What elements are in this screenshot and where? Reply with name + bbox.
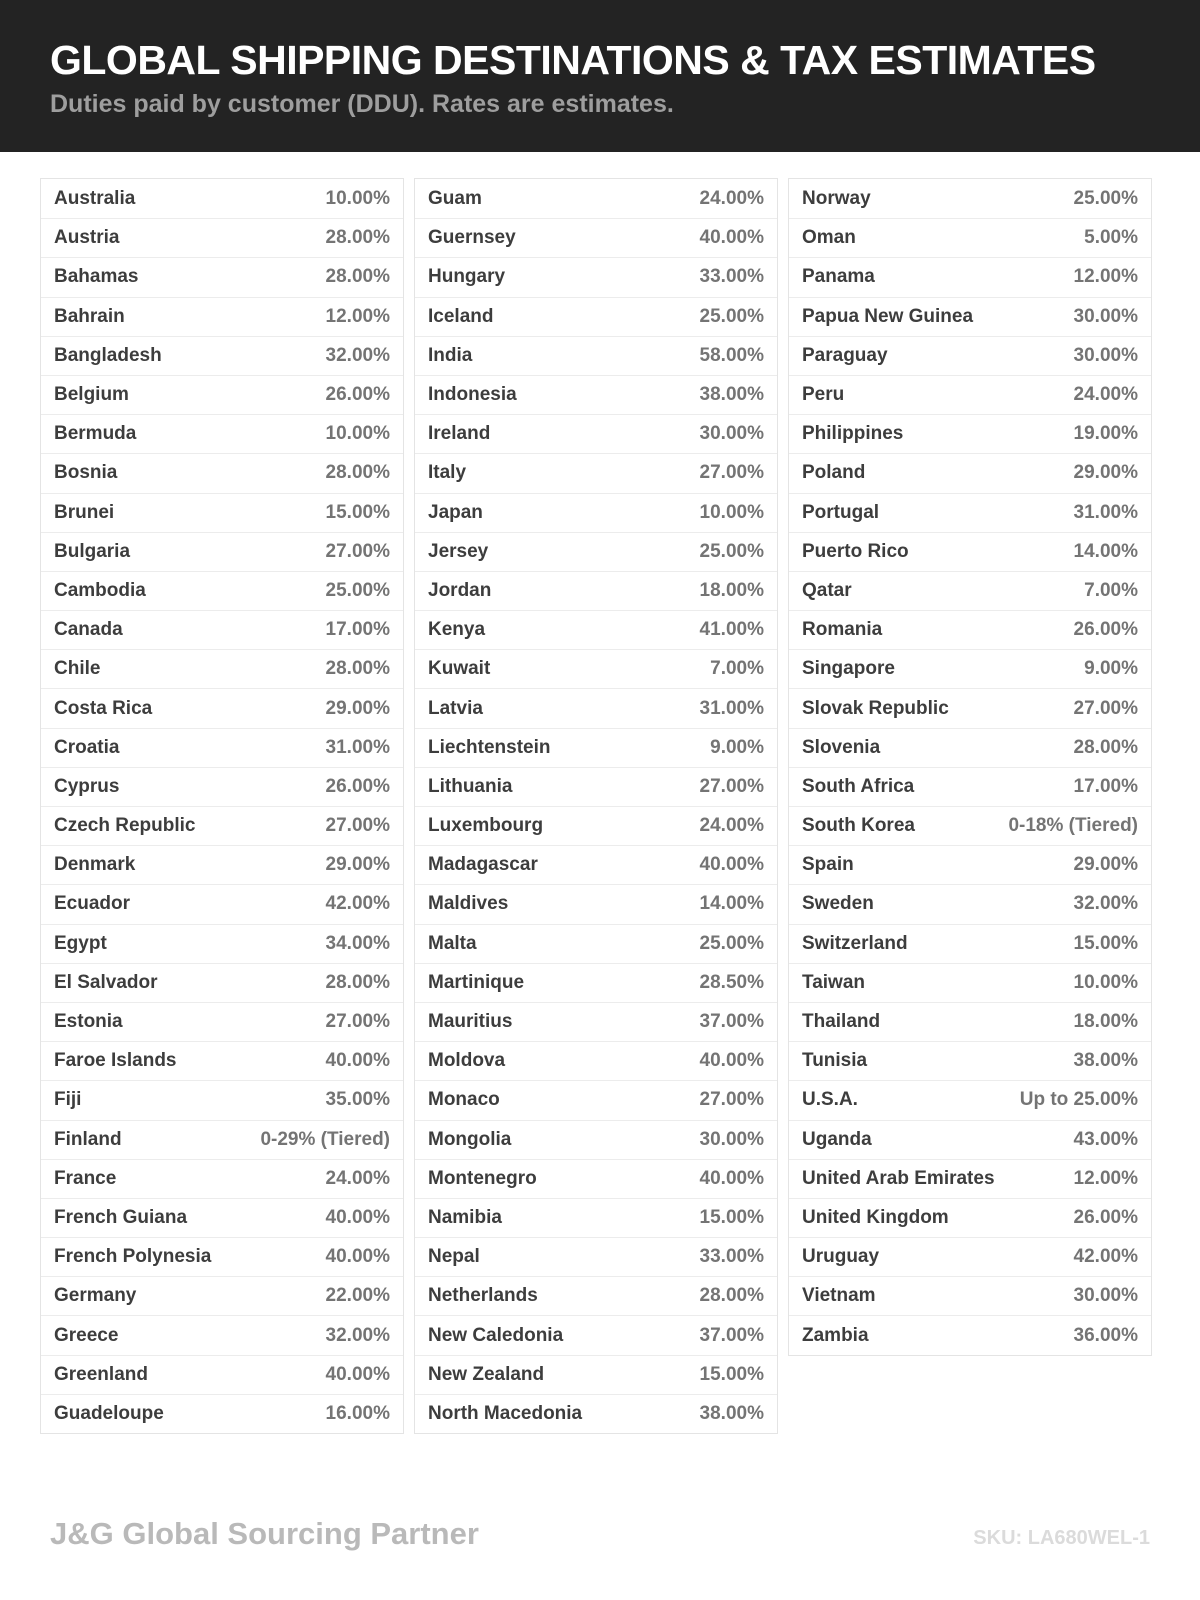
table-row xyxy=(789,649,1151,688)
tax-rate-value: 24.00% xyxy=(699,187,764,209)
table-row xyxy=(41,884,403,923)
country-name: Kuwait xyxy=(428,658,491,680)
table-row xyxy=(41,1159,403,1198)
table-row xyxy=(789,297,1151,336)
country-name: Maldives xyxy=(428,893,509,915)
tax-rate-value: 27.00% xyxy=(699,775,764,797)
table-row xyxy=(41,493,403,532)
country-name: Indonesia xyxy=(428,384,517,406)
table-row xyxy=(415,257,777,296)
tax-rate-value: 19.00% xyxy=(1073,423,1138,445)
country-name: Hungary xyxy=(428,266,506,288)
tax-rate-value: 27.00% xyxy=(1073,697,1138,719)
country-name: Germany xyxy=(54,1285,137,1307)
tax-rate-value: 35.00% xyxy=(325,1089,390,1111)
tax-rate-value: 29.00% xyxy=(325,697,390,719)
table-row xyxy=(41,1198,403,1237)
tax-rate-value: 40.00% xyxy=(699,854,764,876)
tax-rate-value: 31.00% xyxy=(325,736,390,758)
tax-rate-value: 26.00% xyxy=(1073,619,1138,641)
tax-rate-value: 15.00% xyxy=(1073,932,1138,954)
table-row xyxy=(415,1315,777,1354)
country-name: Peru xyxy=(802,384,845,406)
tax-rate-value: 7.00% xyxy=(1084,579,1138,601)
table-row xyxy=(41,336,403,375)
table-row xyxy=(789,610,1151,649)
table-row xyxy=(789,1080,1151,1119)
tax-rate-value: 38.00% xyxy=(699,1402,764,1424)
tax-rate-value: 40.00% xyxy=(325,1206,390,1228)
table-row xyxy=(789,1276,1151,1315)
country-name: Namibia xyxy=(428,1206,502,1228)
tax-rate-value: 30.00% xyxy=(699,423,764,445)
table-row xyxy=(41,257,403,296)
table-row xyxy=(415,610,777,649)
country-name: Ecuador xyxy=(54,893,131,915)
country-name: Paraguay xyxy=(802,344,888,366)
table-row xyxy=(41,532,403,571)
country-name: Taiwan xyxy=(802,971,865,993)
table-row xyxy=(415,336,777,375)
country-name: El Salvador xyxy=(54,971,158,993)
tax-rate-value: 30.00% xyxy=(699,1128,764,1150)
table-row xyxy=(789,1002,1151,1041)
country-name: Uruguay xyxy=(802,1246,880,1268)
country-name: Qatar xyxy=(802,579,852,601)
table-row xyxy=(415,179,777,218)
country-name: Kenya xyxy=(428,619,486,641)
tax-rate-value: 28.00% xyxy=(1073,736,1138,758)
tax-rate-value: 32.00% xyxy=(1073,893,1138,915)
tax-rate-value: 25.00% xyxy=(325,579,390,601)
tax-rate-value: 29.00% xyxy=(1073,462,1138,484)
table-row xyxy=(415,1198,777,1237)
country-name: New Caledonia xyxy=(428,1324,564,1346)
table-row xyxy=(415,375,777,414)
country-name: Costa Rica xyxy=(54,697,153,719)
country-name: Spain xyxy=(802,854,854,876)
table-row xyxy=(415,1394,777,1433)
country-name: Bermuda xyxy=(54,423,137,445)
country-name: Papua New Guinea xyxy=(802,305,974,327)
table-row xyxy=(789,257,1151,296)
brand-name: J&G Global Sourcing Partner xyxy=(50,1516,479,1551)
tax-rate-value: 25.00% xyxy=(699,540,764,562)
tax-rate-value: 42.00% xyxy=(1073,1246,1138,1268)
country-name: Iceland xyxy=(428,305,494,327)
country-name: Guadeloupe xyxy=(54,1402,164,1424)
tax-rate-value: 25.00% xyxy=(1073,187,1138,209)
country-name: Cyprus xyxy=(54,775,120,797)
country-name: Bangladesh xyxy=(54,344,162,366)
country-name: Guernsey xyxy=(428,227,516,249)
table-row xyxy=(789,453,1151,492)
country-name: Norway xyxy=(802,187,871,209)
country-name: Czech Republic xyxy=(54,815,196,837)
table-row xyxy=(41,728,403,767)
table-row xyxy=(41,963,403,1002)
tax-rate-value: 10.00% xyxy=(1073,971,1138,993)
tax-rate-value: 17.00% xyxy=(1073,775,1138,797)
country-name: Luxembourg xyxy=(428,815,544,837)
country-name: French Polynesia xyxy=(54,1246,212,1268)
tax-rate-value: 12.00% xyxy=(1073,266,1138,288)
country-name: Singapore xyxy=(802,658,895,680)
country-name: Australia xyxy=(54,187,136,209)
tax-rate-value: 15.00% xyxy=(699,1363,764,1385)
country-name: Greece xyxy=(54,1324,119,1346)
table-row xyxy=(41,806,403,845)
tax-rate-value: 41.00% xyxy=(699,619,764,641)
tax-rate-value: 40.00% xyxy=(325,1246,390,1268)
table-row xyxy=(41,571,403,610)
country-name: Thailand xyxy=(802,1011,881,1033)
tax-rate-value: 0-18% (Tiered) xyxy=(1008,815,1138,837)
country-name: Latvia xyxy=(428,697,483,719)
country-name: Slovenia xyxy=(802,736,881,758)
table-row xyxy=(415,532,777,571)
table-row xyxy=(415,1355,777,1394)
table-row xyxy=(789,571,1151,610)
country-name: Cambodia xyxy=(54,579,146,601)
tax-rate-value: 28.00% xyxy=(325,971,390,993)
tax-rate-value: 40.00% xyxy=(699,1050,764,1072)
tax-rate-value: 42.00% xyxy=(325,893,390,915)
country-name: Jersey xyxy=(428,540,489,562)
table-row xyxy=(789,884,1151,923)
table-row xyxy=(789,1315,1151,1354)
table-row xyxy=(41,610,403,649)
tax-rate-value: 27.00% xyxy=(699,1089,764,1111)
table-row xyxy=(415,571,777,610)
tax-rate-value: 30.00% xyxy=(1073,305,1138,327)
tax-rate-value: 18.00% xyxy=(699,579,764,601)
country-name: Ireland xyxy=(428,423,491,445)
tax-rate-value: 34.00% xyxy=(325,932,390,954)
tax-rate-value: 40.00% xyxy=(699,1167,764,1189)
table-row xyxy=(41,1394,403,1433)
country-name: Sweden xyxy=(802,893,874,915)
country-name: Lithuania xyxy=(428,775,513,797)
tax-rate-value: 28.00% xyxy=(325,227,390,249)
table-row xyxy=(41,649,403,688)
page-header xyxy=(0,0,1200,152)
tax-rate-value: 9.00% xyxy=(710,736,764,758)
tax-rate-value: 30.00% xyxy=(1073,1285,1138,1307)
tax-rate-value: 40.00% xyxy=(699,227,764,249)
tax-rate-value: 22.00% xyxy=(325,1285,390,1307)
country-name: United Kingdom xyxy=(802,1206,949,1228)
tax-rate-value: 24.00% xyxy=(699,815,764,837)
rates-column-2 xyxy=(414,178,778,1434)
tax-rate-value: 29.00% xyxy=(1073,854,1138,876)
tax-rate-value: 58.00% xyxy=(699,344,764,366)
table-row xyxy=(415,767,777,806)
table-row xyxy=(789,728,1151,767)
tax-rate-value: 14.00% xyxy=(699,893,764,915)
tax-rate-value: 10.00% xyxy=(325,423,390,445)
table-row xyxy=(41,1120,403,1159)
country-name: Mauritius xyxy=(428,1011,513,1033)
tax-rate-value: 7.00% xyxy=(710,658,764,680)
tax-rate-value: 38.00% xyxy=(1073,1050,1138,1072)
country-name: Chile xyxy=(54,658,101,680)
country-name: Japan xyxy=(428,501,483,523)
tax-rate-value: 31.00% xyxy=(1073,501,1138,523)
tax-rate-value: 37.00% xyxy=(699,1011,764,1033)
table-row xyxy=(41,414,403,453)
country-name: Brunei xyxy=(54,501,115,523)
tax-rate-value: 25.00% xyxy=(699,305,764,327)
table-row xyxy=(415,218,777,257)
country-name: Poland xyxy=(802,462,866,484)
table-row xyxy=(415,1120,777,1159)
table-row xyxy=(415,1002,777,1041)
country-name: Croatia xyxy=(54,736,120,758)
tax-rate-value: 18.00% xyxy=(1073,1011,1138,1033)
country-name: Italy xyxy=(428,462,467,484)
table-row xyxy=(415,806,777,845)
table-row xyxy=(415,649,777,688)
tax-rate-value: 32.00% xyxy=(325,344,390,366)
tax-rate-value: 10.00% xyxy=(325,187,390,209)
table-row xyxy=(789,1237,1151,1276)
table-row xyxy=(41,375,403,414)
sku-label: SKU: LA680WEL-1 xyxy=(973,1527,1150,1549)
country-name: Denmark xyxy=(54,854,136,876)
country-name: South Korea xyxy=(802,815,915,837)
country-name: Greenland xyxy=(54,1363,148,1385)
country-name: Puerto Rico xyxy=(802,540,909,562)
table-row xyxy=(789,767,1151,806)
tax-rate-value: 24.00% xyxy=(1073,384,1138,406)
tax-rate-value: 25.00% xyxy=(699,932,764,954)
country-name: Moldova xyxy=(428,1050,506,1072)
tax-rate-value: 36.00% xyxy=(1073,1324,1138,1346)
table-row xyxy=(789,1041,1151,1080)
country-name: Vietnam xyxy=(802,1285,876,1307)
country-name: Belgium xyxy=(54,384,129,406)
table-row xyxy=(41,1041,403,1080)
rates-column-1 xyxy=(40,178,404,1434)
tax-rate-value: 12.00% xyxy=(325,305,390,327)
tax-rate-value: Up to 25.00% xyxy=(1019,1089,1138,1111)
table-row xyxy=(415,297,777,336)
country-name: Mongolia xyxy=(428,1128,512,1150)
country-name: Estonia xyxy=(54,1011,123,1033)
tax-rate-value: 40.00% xyxy=(325,1050,390,1072)
rates-table-area xyxy=(40,178,1152,1434)
tax-rate-value: 17.00% xyxy=(325,619,390,641)
country-name: Panama xyxy=(802,266,875,288)
tax-rate-value: 28.50% xyxy=(699,971,764,993)
tax-rate-value: 37.00% xyxy=(699,1324,764,1346)
tax-rate-value: 24.00% xyxy=(325,1167,390,1189)
table-row xyxy=(789,375,1151,414)
tax-rate-value: 16.00% xyxy=(325,1402,390,1424)
table-row xyxy=(41,179,403,218)
tax-rate-value: 0-29% (Tiered) xyxy=(260,1128,390,1150)
tax-rate-value: 28.00% xyxy=(699,1285,764,1307)
tax-rate-value: 33.00% xyxy=(699,1246,764,1268)
country-name: French Guiana xyxy=(54,1206,188,1228)
tax-rate-value: 43.00% xyxy=(1073,1128,1138,1150)
table-row xyxy=(41,845,403,884)
table-row xyxy=(41,1276,403,1315)
table-row xyxy=(41,218,403,257)
table-row xyxy=(41,453,403,492)
country-name: Philippines xyxy=(802,423,904,445)
table-row xyxy=(41,688,403,727)
table-row xyxy=(41,924,403,963)
tax-rate-value: 26.00% xyxy=(325,775,390,797)
tax-rate-value: 28.00% xyxy=(325,266,390,288)
table-row xyxy=(789,336,1151,375)
table-row xyxy=(41,1237,403,1276)
table-row xyxy=(789,493,1151,532)
country-name: Canada xyxy=(54,619,123,641)
country-name: Egypt xyxy=(54,932,107,954)
country-name: Jordan xyxy=(428,579,492,601)
table-row xyxy=(415,1080,777,1119)
table-row xyxy=(41,1080,403,1119)
table-row xyxy=(789,218,1151,257)
country-name: Uganda xyxy=(802,1128,872,1150)
tax-rate-value: 10.00% xyxy=(699,501,764,523)
country-name: North Macedonia xyxy=(428,1402,583,1424)
tax-rate-value: 15.00% xyxy=(325,501,390,523)
table-row xyxy=(415,493,777,532)
page-footer xyxy=(50,1516,1150,1552)
tax-rate-value: 26.00% xyxy=(325,384,390,406)
tax-rate-value: 27.00% xyxy=(325,540,390,562)
table-row xyxy=(41,767,403,806)
country-name: South Africa xyxy=(802,775,915,797)
tax-rate-value: 30.00% xyxy=(1073,344,1138,366)
country-name: Switzerland xyxy=(802,932,908,954)
table-row xyxy=(789,532,1151,571)
table-row xyxy=(415,924,777,963)
tax-rate-value: 26.00% xyxy=(1073,1206,1138,1228)
country-name: Zambia xyxy=(802,1324,869,1346)
country-name: Nepal xyxy=(428,1246,480,1268)
table-row xyxy=(415,963,777,1002)
table-row xyxy=(789,1120,1151,1159)
country-name: France xyxy=(54,1167,117,1189)
page-title: GLOBAL SHIPPING DESTINATIONS & TAX ESTIMATES xyxy=(50,36,1096,83)
table-row xyxy=(415,453,777,492)
table-row xyxy=(415,1159,777,1198)
country-name: Bahrain xyxy=(54,305,125,327)
table-row xyxy=(415,1237,777,1276)
table-row xyxy=(789,845,1151,884)
table-row xyxy=(41,297,403,336)
table-row xyxy=(789,179,1151,218)
table-row xyxy=(415,728,777,767)
country-name: Romania xyxy=(802,619,883,641)
tax-rate-value: 28.00% xyxy=(325,658,390,680)
country-name: Netherlands xyxy=(428,1285,538,1307)
table-row xyxy=(789,806,1151,845)
tax-rate-value: 29.00% xyxy=(325,854,390,876)
tax-rate-value: 27.00% xyxy=(699,462,764,484)
tax-rate-value: 32.00% xyxy=(325,1324,390,1346)
country-name: Bosnia xyxy=(54,462,118,484)
country-name: Malta xyxy=(428,932,477,954)
country-name: Montenegro xyxy=(428,1167,537,1189)
table-row xyxy=(415,1041,777,1080)
tax-rate-value: 33.00% xyxy=(699,266,764,288)
table-row xyxy=(41,1002,403,1041)
table-row xyxy=(41,1355,403,1394)
country-name: Fiji xyxy=(54,1089,82,1111)
country-name: Tunisia xyxy=(802,1050,868,1072)
country-name: Bahamas xyxy=(54,266,139,288)
tax-rate-value: 27.00% xyxy=(325,815,390,837)
page-subtitle: Duties paid by customer (DDU). Rates are estimates. xyxy=(50,90,674,119)
country-name: Finland xyxy=(54,1128,122,1150)
tax-rate-value: 27.00% xyxy=(325,1011,390,1033)
country-name: Guam xyxy=(428,187,482,209)
country-name: Faroe Islands xyxy=(54,1050,177,1072)
country-name: New Zealand xyxy=(428,1363,545,1385)
country-name: United Arab Emirates xyxy=(802,1167,995,1189)
country-name: Austria xyxy=(54,227,120,249)
country-name: U.S.A. xyxy=(802,1089,858,1111)
table-row xyxy=(415,884,777,923)
tax-rate-value: 5.00% xyxy=(1084,227,1138,249)
rates-column-3 xyxy=(788,178,1152,1356)
table-row xyxy=(415,1276,777,1315)
tax-rate-value: 31.00% xyxy=(699,697,764,719)
table-row xyxy=(789,414,1151,453)
table-row xyxy=(415,688,777,727)
tax-rate-value: 14.00% xyxy=(1073,540,1138,562)
table-row xyxy=(789,924,1151,963)
tax-rate-value: 15.00% xyxy=(699,1206,764,1228)
country-name: Liechtenstein xyxy=(428,736,551,758)
country-name: Martinique xyxy=(428,971,525,993)
table-row xyxy=(415,845,777,884)
tax-rate-value: 40.00% xyxy=(325,1363,390,1385)
table-row xyxy=(789,963,1151,1002)
table-row xyxy=(415,414,777,453)
country-name: Slovak Republic xyxy=(802,697,949,719)
country-name: Oman xyxy=(802,227,856,249)
table-row xyxy=(41,1315,403,1354)
country-name: Bulgaria xyxy=(54,540,131,562)
tax-rate-value: 28.00% xyxy=(325,462,390,484)
country-name: Madagascar xyxy=(428,854,538,876)
country-name: Portugal xyxy=(802,501,880,523)
country-name: Monaco xyxy=(428,1089,500,1111)
table-row xyxy=(789,1159,1151,1198)
tax-rate-value: 12.00% xyxy=(1073,1167,1138,1189)
tax-rate-value: 9.00% xyxy=(1084,658,1138,680)
table-row xyxy=(789,688,1151,727)
tax-rate-value: 38.00% xyxy=(699,384,764,406)
table-row xyxy=(789,1198,1151,1237)
country-name: India xyxy=(428,344,473,366)
